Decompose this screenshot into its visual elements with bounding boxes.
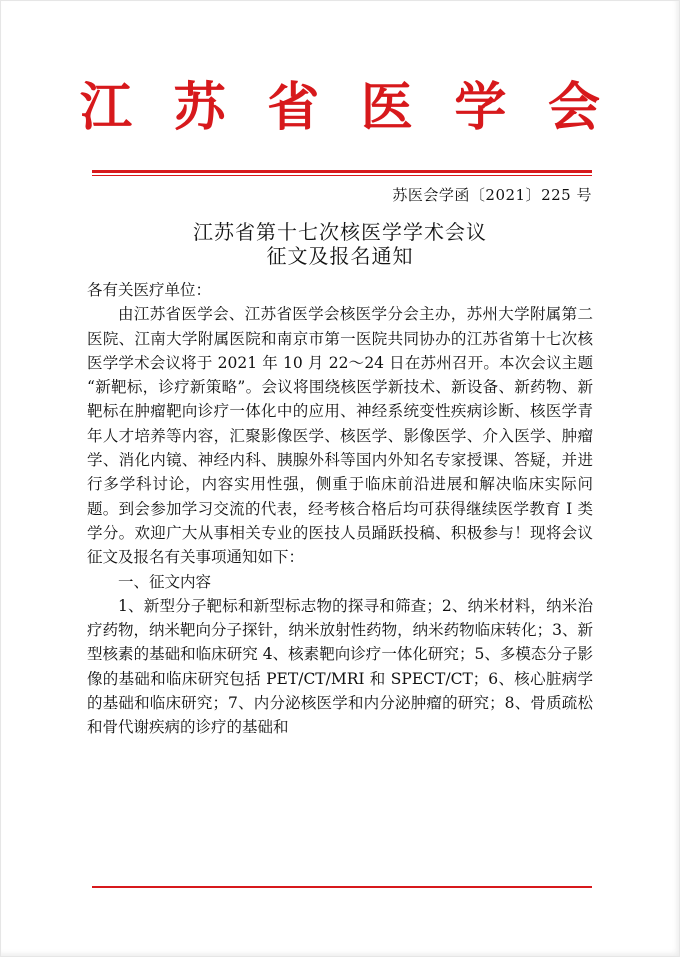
org-title-char: 会	[547, 77, 600, 138]
topics-paragraph: 1、新型分子靶标和新型标志物的探寻和筛查；2、纳米材料，纳米治疗药物，纳米靶向分子探针，纳米放射性药物，纳米药物临床转化；3、新型核素的基础和临床研究 4、核素靶向诊疗一体化研究；5、多模态分子影像的基础和临床研究包括 PET/CT/MRI 和 SPECT/CT；6、核心脏病学的基础和临床研究；7、内分泌核医学和内分泌肿瘤的研究；8、骨质疏松和骨代谢疾病的诊疗的基础和	[87, 596, 593, 737]
salutation: 各有关医疗单位：	[87, 281, 212, 299]
org-title-char: 省	[267, 77, 320, 138]
intro-paragraph: 由江苏省医学会、江苏省医学会核医学分会主办，苏州大学附属第二医院、江南大学附属医院和南京市第一医院共同协办的江苏省第十七次核医学学术会议将于 2021 年 10 月 22～24 日在苏州召开。本次会议主题 “新靶标，诊疗新策略”。会议将围绕核医学新技术、新设备、新药物、新靶标在肿瘤靶向诊疗一体化中的应用、神经系统变性疾病诊断、核医学青年人才培养等内容，汇聚影像医学、核医学、影像医学、介入医学、肿瘤学、消化内镜、神经内科、胰腺外科等国内外知名专家授课、答疑，并进行多学科讨论，内容实用性强，侧重于临床前沿进展和解决临床实际问题。到会参加学习交流的代表，经考核合格后均可获得继续医学教育 I 类学分。欢迎广大从事相关专业的医技人员踊跃投稿、积极参与！现将会议征文及报名有关事项通知如下：	[87, 305, 593, 567]
organization-title	[80, 78, 600, 138]
notice-title-line1: 江苏省第十七次核医学学术会议	[193, 220, 487, 244]
notice-title-line2: 征文及报名通知	[266, 244, 414, 268]
org-title-char: 江	[80, 77, 133, 138]
notice-body	[87, 278, 593, 740]
header-red-rule-thin	[92, 175, 592, 176]
org-title-char: 学	[454, 77, 507, 138]
document-number: 苏医会学函〔2021〕225 号	[392, 186, 592, 204]
org-title-char: 医	[360, 77, 413, 138]
footer-red-rule	[92, 886, 592, 888]
section-heading-topics: 一、征文内容	[118, 572, 212, 591]
header-red-rule	[92, 170, 592, 173]
org-title-char: 苏	[173, 77, 226, 138]
